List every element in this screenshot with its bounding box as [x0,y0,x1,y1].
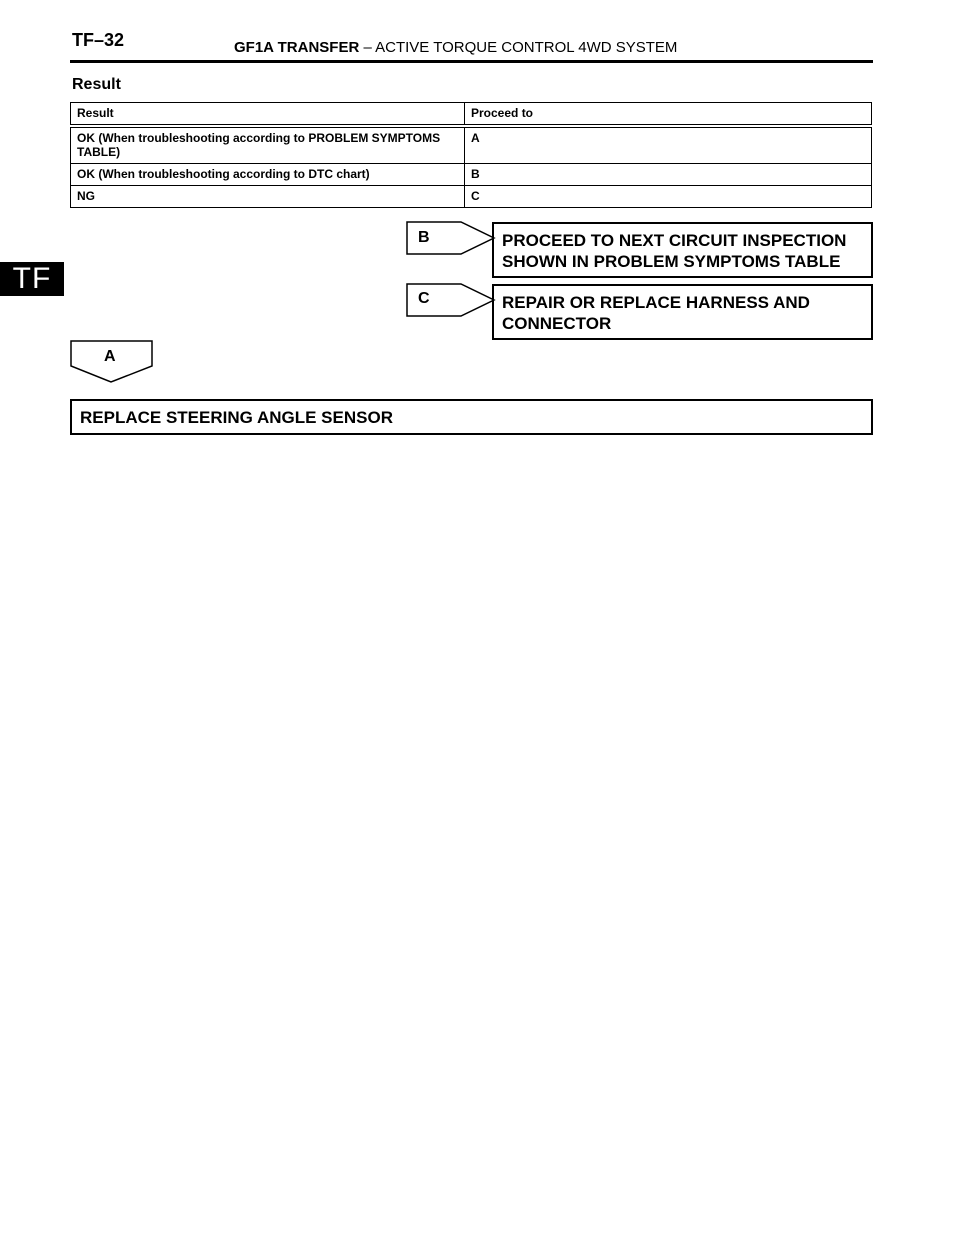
header-title-rest: – ACTIVE TORQUE CONTROL 4WD SYSTEM [363,39,678,56]
branch-c-box: REPAIR OR REPLACE HARNESS AND CONNECTOR [492,284,873,340]
header-rule [70,60,873,63]
section-side-tab: TF [0,262,64,296]
branch-a-label: A [104,348,116,365]
table-header-result: Result [71,103,465,127]
table-row [71,164,872,186]
branch-b-label: B [418,229,430,246]
result-table [70,102,872,208]
table-row [71,126,872,164]
table-cell-result: OK (When troubleshooting according to PROBLEM SYMPTOMS TABLE) [71,126,465,164]
header-title-bold: GF1A TRANSFER [234,39,360,56]
page-number: TF–32 [72,30,125,50]
table-cell-result: NG [71,186,465,208]
table-cell-proceed: C [465,186,872,208]
table-cell-proceed: B [465,164,872,186]
table-cell-proceed: A [465,126,872,164]
header-title [234,39,677,56]
table-row [71,186,872,208]
table-cell-result: OK (When troubleshooting according to DTC chart) [71,164,465,186]
branch-c-label: C [418,290,430,307]
table-header-row [71,103,872,127]
table-header-proceed: Proceed to [465,103,872,127]
branch-a-box: REPLACE STEERING ANGLE SENSOR [70,399,873,435]
branch-b-box: PROCEED TO NEXT CIRCUIT INSPECTION SHOWN IN PROBLEM SYMPTOMS TABLE [492,222,873,278]
section-heading: Result [72,76,121,93]
